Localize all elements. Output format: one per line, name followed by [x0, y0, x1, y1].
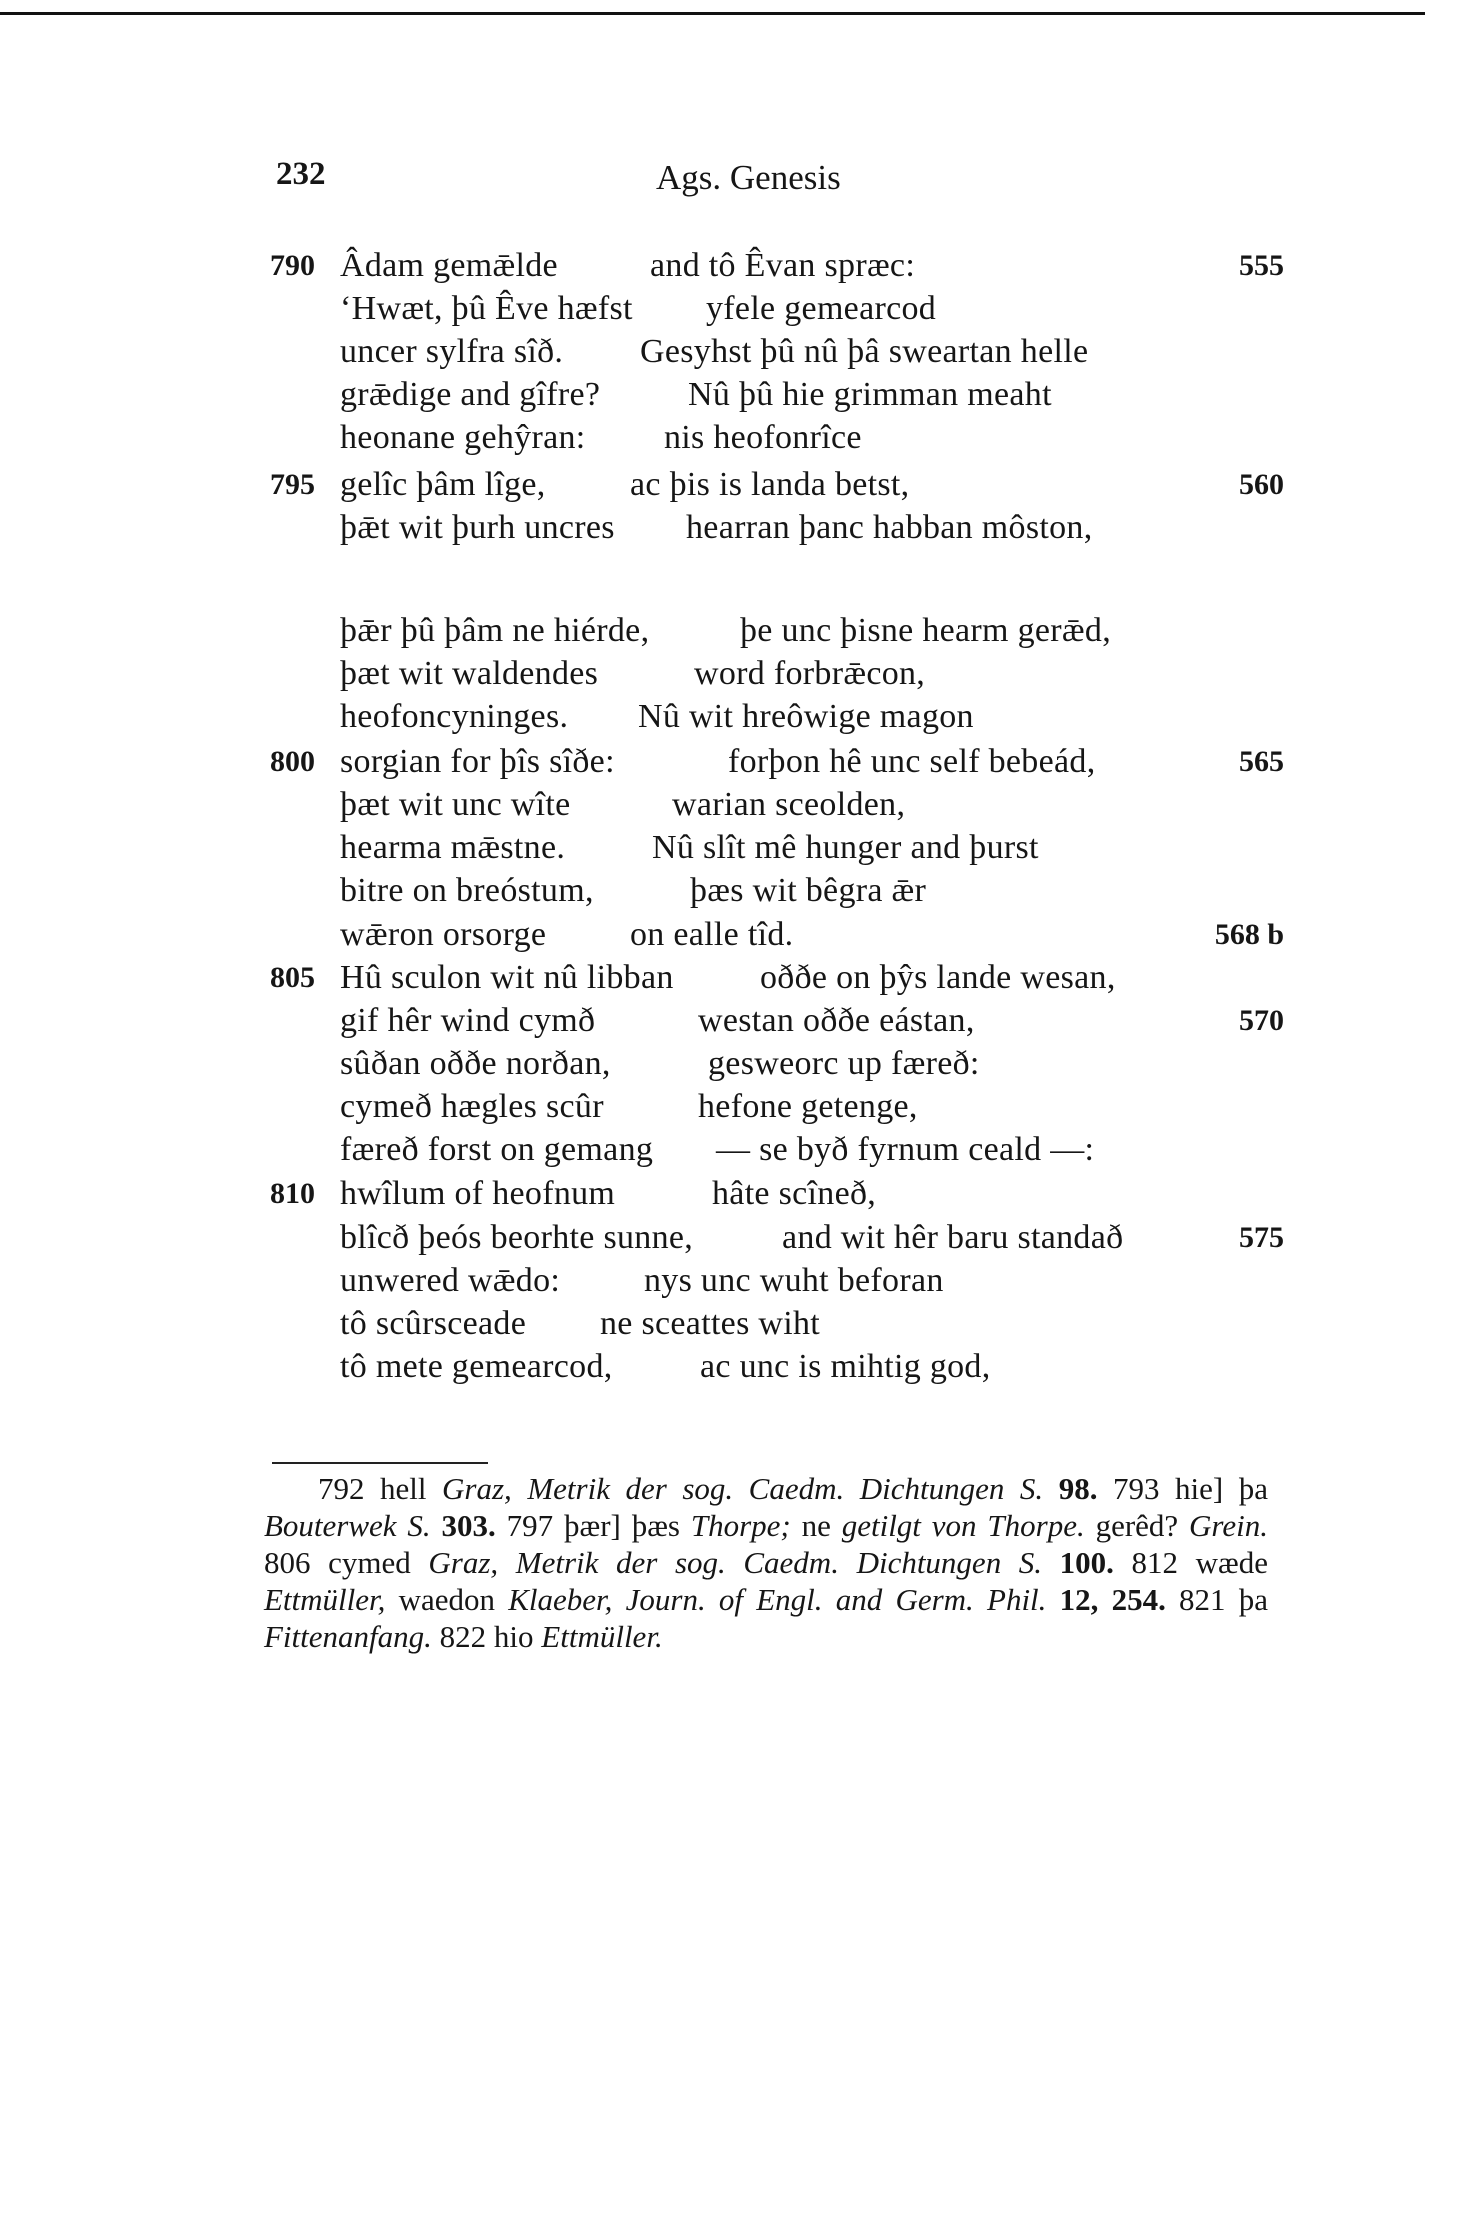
verse-line: [0, 609, 1471, 653]
b-verse: nys unc wuht beforan: [644, 1262, 944, 1299]
b-verse: þe unc þisne hearm gerǣd,: [740, 612, 1111, 649]
b-verse: and wit hêr baru standað: [782, 1219, 1124, 1256]
line-number: 790: [270, 249, 315, 282]
verse-line: [0, 416, 1471, 460]
genesis-b-line-ref: 555: [1239, 249, 1284, 282]
b-verse: nis heofonrîce: [664, 419, 862, 456]
a-verse: grǣdige and gîfre?: [340, 376, 601, 413]
verse-line: [0, 1345, 1471, 1389]
a-verse: hwîlum of heofnum: [340, 1175, 616, 1212]
b-verse: yfele gemearcod: [706, 290, 937, 327]
running-title: Ags. Genesis: [656, 158, 841, 197]
b-verse: on ealle tîd.: [630, 916, 794, 953]
a-verse: ‘Hwæt, þû Êve hæfst: [340, 290, 633, 327]
a-verse: wǣron orsorge: [340, 916, 547, 953]
b-verse: Nû slît mê hunger and þurst: [652, 829, 1039, 866]
genesis-b-line-ref: 560: [1239, 468, 1284, 501]
verse-line: [0, 330, 1471, 374]
a-verse: gelîc þâm lîge,: [340, 466, 546, 503]
line-number: 795: [270, 468, 315, 501]
b-verse: Nû þû hie grimman meaht: [688, 376, 1052, 413]
verse-line: [0, 463, 1471, 507]
genesis-b-line-ref: 575: [1239, 1221, 1284, 1254]
verse-line: [0, 506, 1471, 550]
a-verse: tô mete gemearcod,: [340, 1348, 613, 1385]
verse-line: [0, 287, 1471, 331]
verse-line: [0, 826, 1471, 870]
verse-line: [0, 956, 1471, 1000]
genesis-b-line-ref: 570: [1239, 1004, 1284, 1037]
footnote-793: 793 hie] þa Bouterwek S. 303.: [264, 1471, 1268, 1543]
verse-line: [0, 652, 1471, 696]
b-verse: warian sceolden,: [672, 786, 906, 823]
a-verse: þǣr þû þâm ne hiérde,: [340, 612, 650, 649]
verse-line: [0, 1259, 1471, 1303]
line-number: 800: [270, 745, 315, 778]
verse-line: [0, 740, 1471, 784]
verse-line: [0, 783, 1471, 827]
footnote-rule: [272, 1462, 488, 1464]
footnote-821: 821 þa Fittenanfang.: [264, 1582, 1269, 1654]
a-verse: bitre on breóstum,: [340, 872, 594, 909]
footnote-812: 812 wæde Ettmüller, waedon Klaeber, Journ. of Engl. and Germ. Phil. 12, 254.: [264, 1545, 1268, 1617]
a-verse: Âdam gemǣlde: [340, 247, 558, 284]
a-verse: blîcð þeós beorhte sunne,: [340, 1219, 694, 1256]
footnote-797: 797 þær] þæs Thorpe; ne getilgt von Thorpe. gerêd? Grein.: [495, 1508, 1268, 1543]
b-verse: hâte scîneð,: [712, 1175, 877, 1212]
a-verse: sorgian for þîs sîðe:: [340, 743, 615, 780]
verse-line: [0, 999, 1471, 1043]
b-verse: hefone getenge,: [698, 1088, 918, 1125]
a-verse: cymeð hægles scûr: [340, 1088, 604, 1125]
a-verse: Hû sculon wit nû libban: [340, 959, 674, 996]
verse-line: [0, 913, 1471, 957]
b-verse: ne sceattes wiht: [600, 1305, 821, 1342]
footnote-822: 822 hio Ettmüller.: [431, 1619, 663, 1654]
a-verse: gif hêr wind cymð: [340, 1002, 596, 1039]
verse-line: [0, 1216, 1471, 1260]
b-verse: forþon hê unc self bebeád,: [728, 743, 1096, 780]
a-verse: færeð forst on gemang: [340, 1131, 654, 1168]
a-verse: þæt wit unc wîte: [340, 786, 571, 823]
b-verse: word forbrǣcon,: [694, 655, 926, 692]
footnote-806: 806 cymed Graz, Metrik der sog. Caedm. Dichtungen S. 100.: [264, 1545, 1114, 1580]
verse-line: [0, 695, 1471, 739]
genesis-b-line-ref: 565: [1239, 745, 1284, 778]
b-verse: gesweorc up færeð:: [708, 1045, 980, 1082]
verse-line: [0, 1085, 1471, 1129]
a-verse: heonane gehŷran:: [340, 419, 586, 456]
b-verse: Nû wit hreôwige magon: [638, 698, 974, 735]
a-verse: þæt wit waldendes: [340, 655, 599, 692]
b-verse: — se byð fyrnum ceald —:: [716, 1131, 1095, 1168]
b-verse: þæs wit bêgra ǣr: [690, 872, 927, 909]
a-verse: unwered wǣdo:: [340, 1262, 561, 1299]
b-verse: Gesyhst þû nû þâ sweartan helle: [640, 333, 1089, 370]
b-verse: oððe on þŷs lande wesan,: [760, 959, 1116, 996]
footnote-792: 792 hell Graz, Metrik der sog. Caedm. Dichtungen S. 98.: [318, 1471, 1098, 1506]
b-verse: and tô Êvan spræc:: [650, 247, 916, 284]
genesis-b-line-ref: 568 b: [1214, 918, 1284, 951]
verse-line: [0, 244, 1471, 288]
verse-line: [0, 1128, 1471, 1172]
b-verse: ac unc is mihtig god,: [700, 1348, 991, 1385]
verse-line: [0, 1172, 1471, 1216]
page-number: 232: [276, 156, 326, 192]
line-number: 810: [270, 1177, 315, 1210]
verse-line: [0, 1042, 1471, 1086]
footnotes: [264, 1470, 1268, 1655]
a-verse: tô scûrsceade: [340, 1305, 527, 1342]
verse-line: [0, 869, 1471, 913]
a-verse: uncer sylfra sîð.: [340, 333, 564, 370]
a-verse: hearma mǣstne.: [340, 829, 566, 866]
a-verse: sûðan oððe norðan,: [340, 1045, 611, 1082]
a-verse: heofoncyninges.: [340, 698, 569, 735]
verse-line: [0, 373, 1471, 417]
b-verse: ac þis is landa betst,: [630, 466, 910, 503]
line-number: 805: [270, 961, 315, 994]
a-verse: þǣt wit þurh uncres: [340, 509, 615, 546]
b-verse: hearran þanc habban môston,: [686, 509, 1093, 546]
verse-line: [0, 1302, 1471, 1346]
b-verse: westan oððe eástan,: [698, 1002, 975, 1039]
